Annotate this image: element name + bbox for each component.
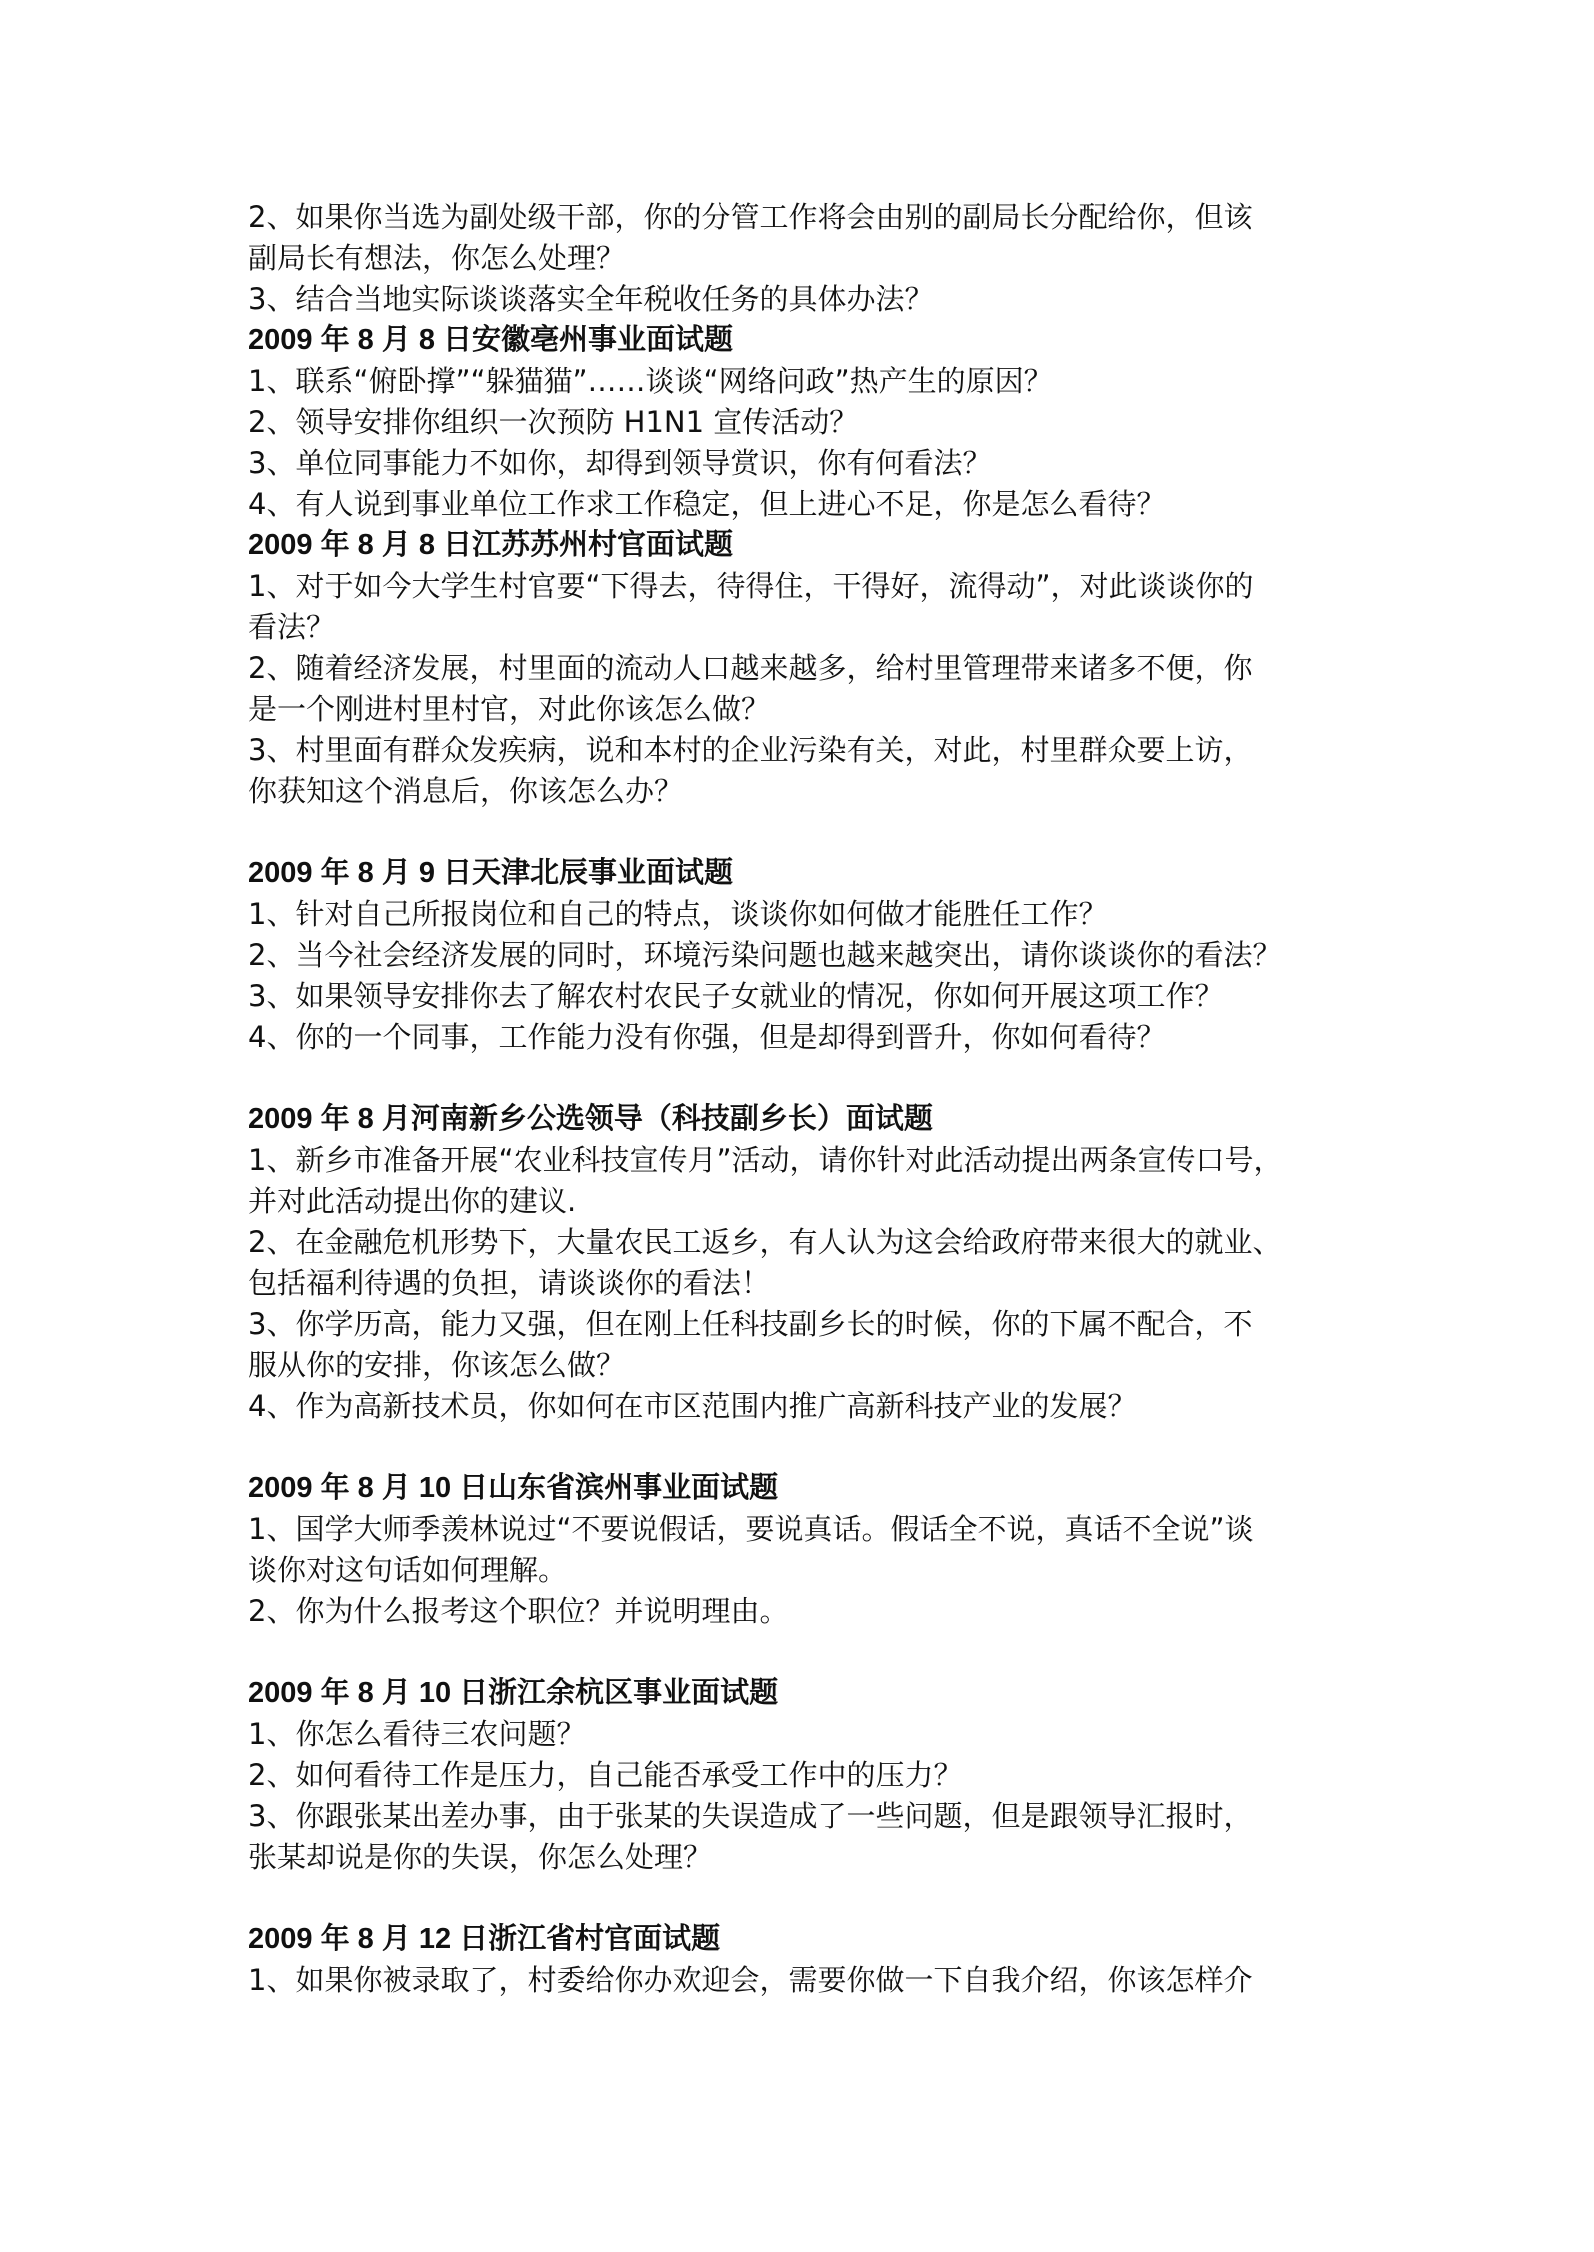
question-line: 1、国学大师季羡林说过“不要说假话，要说真话。假话全不说，真话不全说”谈 — [248, 1512, 1254, 1546]
question-line: 2、如果你当选为副处级干部，你的分管工作将会由别的副局长分配给你，但该 — [248, 200, 1253, 234]
question-line: 3、如果领导安排你去了解农村农民子女就业的情况，你如何开展这项工作？ — [248, 979, 1224, 1013]
question-line: 包括福利待遇的负担，请谈谈你的看法！ — [248, 1266, 771, 1300]
section-heading: 2009 年 8 月 10 日浙江余杭区事业面试题 — [248, 1677, 779, 1709]
question-line: 服从你的安排，你该怎么做？ — [248, 1348, 626, 1382]
question-line: 并对此活动提出你的建议. — [248, 1184, 577, 1218]
blank-line — [248, 1058, 1368, 1099]
question-line: 3、村里面有群众发疾病，说和本村的企业污染有关，对此，村里群众要上访， — [248, 733, 1253, 767]
question-line: 谈你对这句话如何理解。 — [248, 1553, 568, 1587]
question-line: 2、随着经济发展，村里面的流动人口越来越多，给村里管理带来诸多不便，你 — [248, 651, 1253, 685]
question-line: 4、作为高新技术员，你如何在市区范围内推广高新科技产业的发展？ — [248, 1389, 1137, 1423]
question-line: 2、领导安排你组织一次预防 H1N1 宣传活动？ — [248, 405, 859, 439]
blank-line — [248, 812, 1368, 853]
section-heading: 2009 年 8 月 8 日安徽亳州事业面试题 — [248, 324, 734, 356]
question-line: 2、在金融危机形势下，大量农民工返乡，有人认为这会给政府带来很大的就业、 — [248, 1225, 1282, 1259]
blank-line — [248, 1427, 1368, 1468]
question-line: 1、针对自己所报岗位和自己的特点，谈谈你如何做才能胜任工作？ — [248, 897, 1108, 931]
question-line: 是一个刚进村里村官，对此你该怎么做？ — [248, 692, 771, 726]
blank-line — [248, 1878, 1368, 1919]
question-line: 3、你学历高，能力又强，但在刚上任科技副乡长的时候，你的下属不配合，不 — [248, 1307, 1253, 1341]
section-heading: 2009 年 8 月河南新乡公选领导（科技副乡长）面试题 — [248, 1103, 933, 1135]
question-line: 副局长有想法，你怎么处理？ — [248, 241, 626, 275]
question-line: 张某却说是你的失误，你怎么处理？ — [248, 1840, 713, 1874]
section-heading: 2009 年 8 月 12 日浙江省村官面试题 — [248, 1923, 721, 1955]
section-heading: 2009 年 8 月 8 日江苏苏州村官面试题 — [248, 529, 734, 561]
blank-line — [248, 1632, 1368, 1673]
question-line: 2、如何看待工作是压力，自己能否承受工作中的压力？ — [248, 1758, 963, 1792]
question-line: 4、有人说到事业单位工作求工作稳定，但上进心不足，你是怎么看待？ — [248, 487, 1166, 521]
question-line: 3、结合当地实际谈谈落实全年税收任务的具体办法？ — [248, 282, 934, 316]
question-line: 1、如果你被录取了，村委给你办欢迎会，需要你做一下自我介绍，你该怎样介 — [248, 1963, 1253, 1997]
section-heading: 2009 年 8 月 10 日山东省滨州事业面试题 — [248, 1472, 779, 1504]
document-body — [248, 197, 1368, 2001]
question-line: 你获知这个消息后，你该怎么办？ — [248, 774, 684, 808]
question-line: 4、你的一个同事，工作能力没有你强，但是却得到晋升，你如何看待？ — [248, 1020, 1166, 1054]
question-line: 3、单位同事能力不如你，却得到领导赏识，你有何看法？ — [248, 446, 992, 480]
question-line: 2、当今社会经济发展的同时，环境污染问题也越来越突出，请你谈谈你的看法？ — [248, 938, 1282, 972]
question-line: 1、联系“俯卧撑”“躲猫猫”……谈谈“网络问政”热产生的原因？ — [248, 364, 1053, 398]
section-heading: 2009 年 8 月 9 日天津北辰事业面试题 — [248, 857, 734, 889]
question-line: 看法？ — [248, 610, 336, 644]
question-line: 1、新乡市准备开展“农业科技宣传月”活动，请你针对此活动提出两条宣传口号， — [248, 1143, 1283, 1177]
question-line: 1、对于如今大学生村官要“下得去，待得住，干得好，流得动”，对此谈谈你的 — [248, 569, 1254, 603]
question-line: 1、你怎么看待三农问题？ — [248, 1717, 586, 1751]
question-line: 2、你为什么报考这个职位？并说明理由。 — [248, 1594, 789, 1628]
question-line: 3、你跟张某出差办事，由于张某的失误造成了一些问题，但是跟领导汇报时， — [248, 1799, 1253, 1833]
